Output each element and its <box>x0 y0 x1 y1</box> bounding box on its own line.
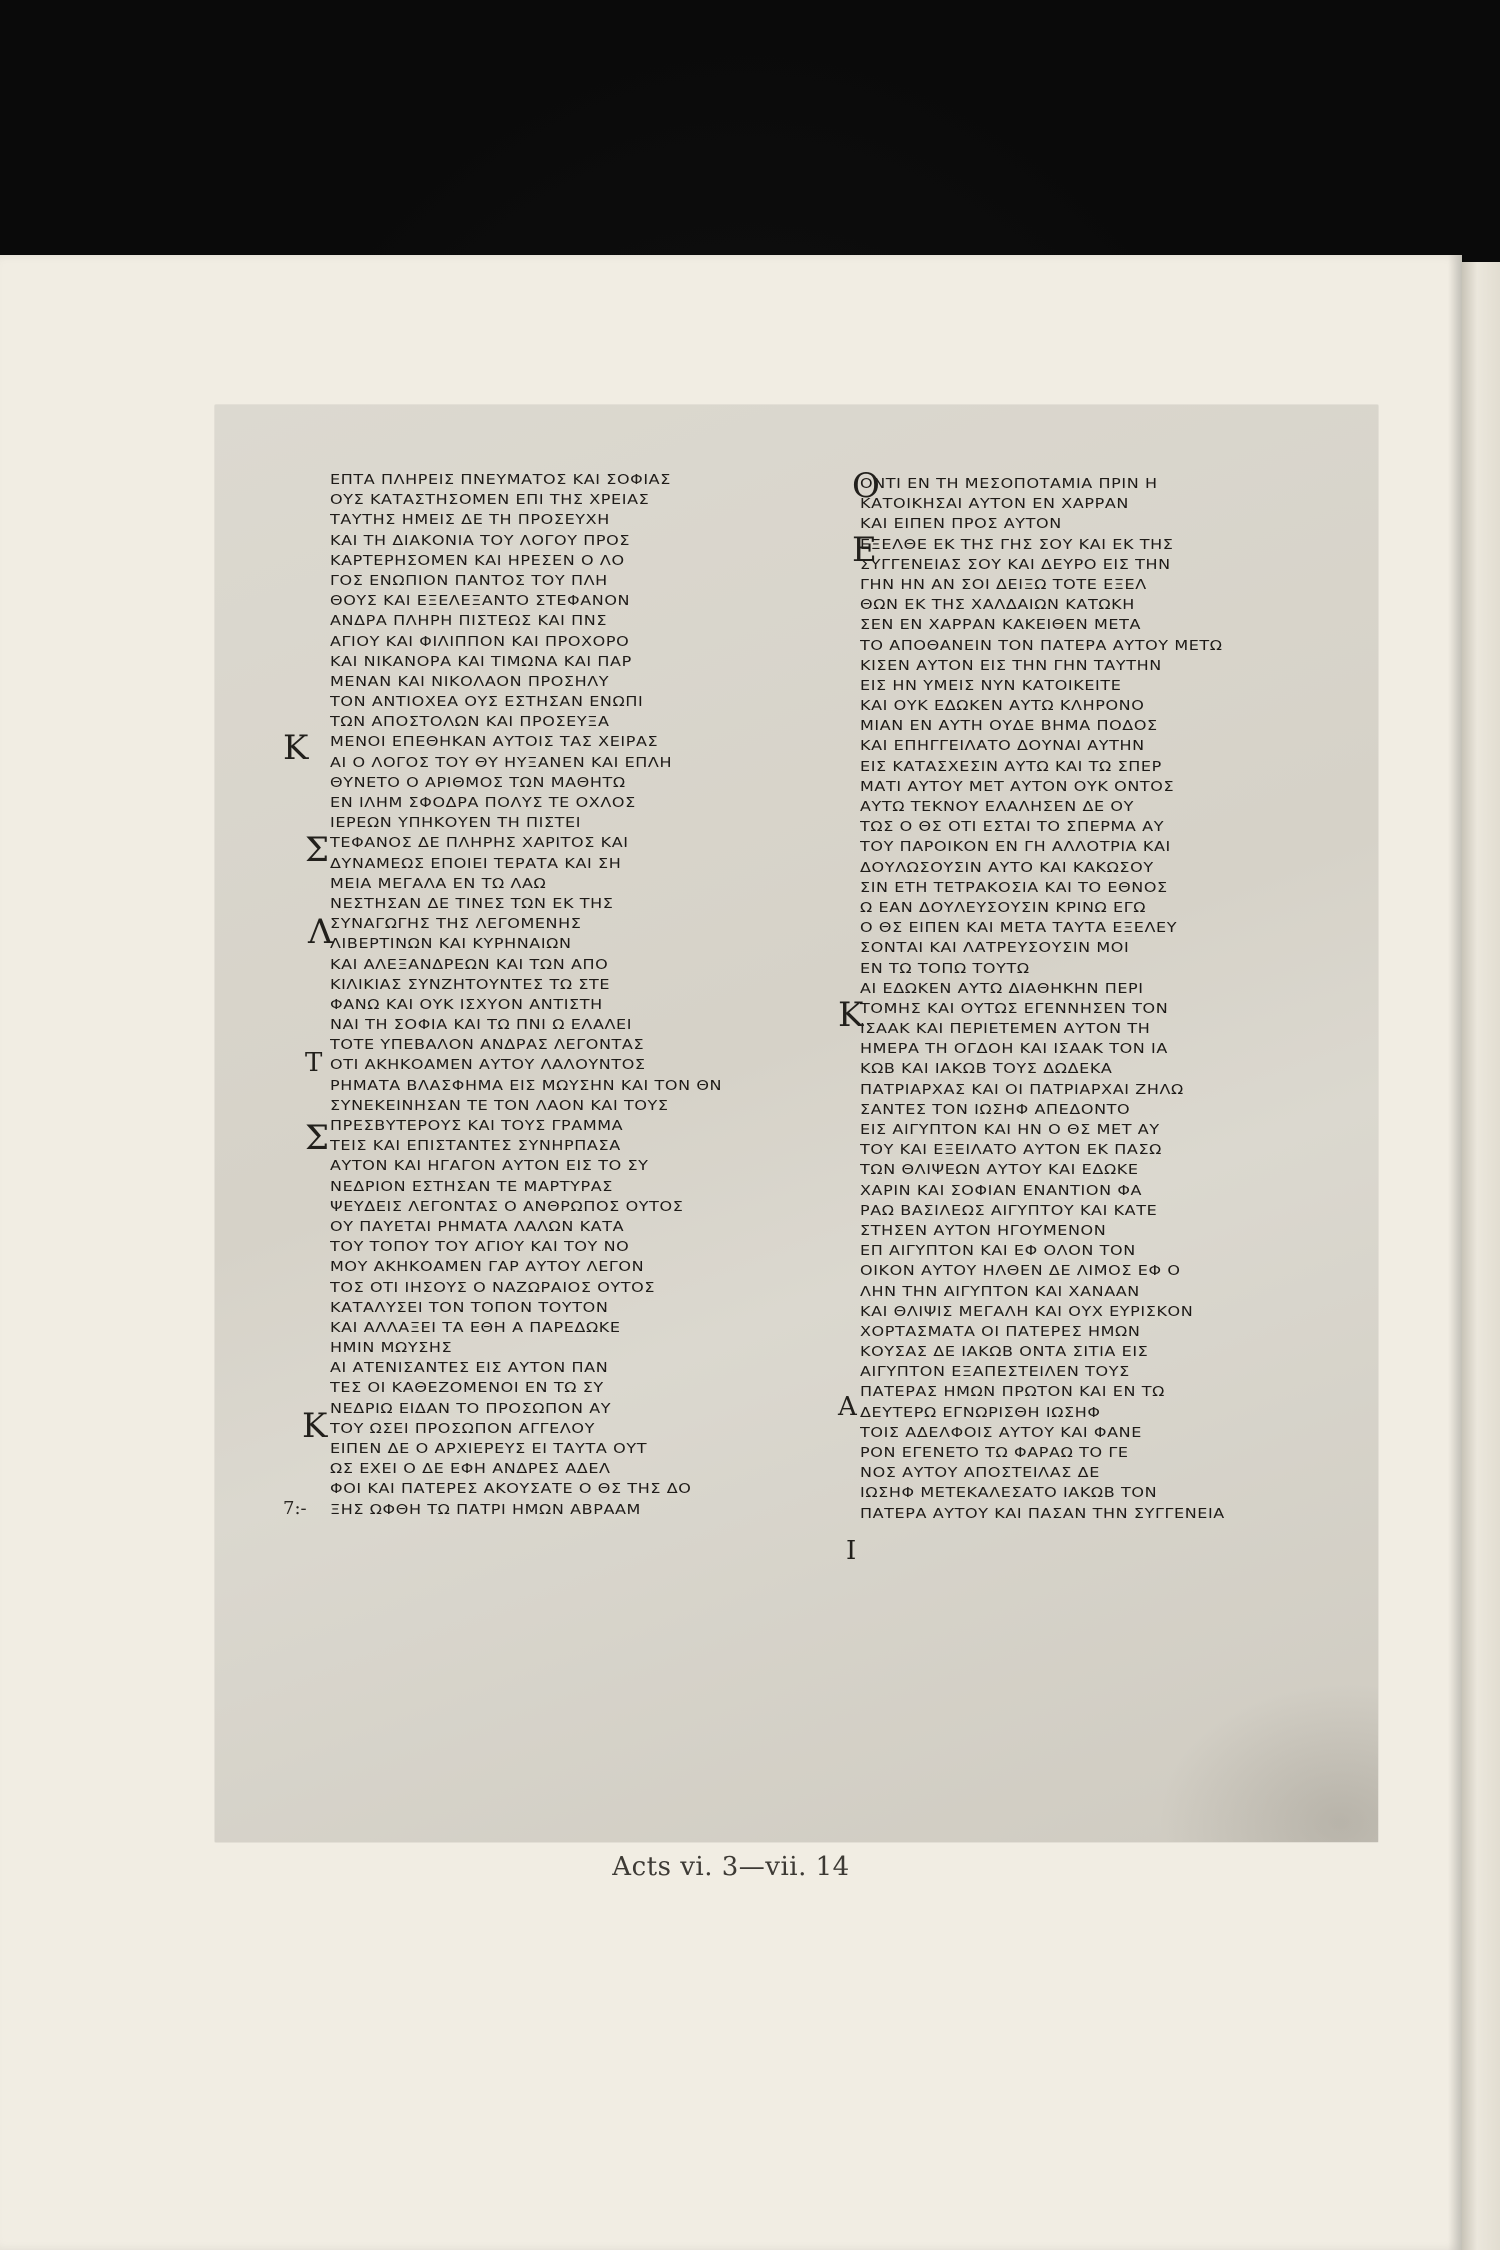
manuscript-line: ΤΟΝ ΑΝΤΙΟΧΕΑ ΟΥΣ ΕΣΤΗΣΑΝ ΕΝΩΠΙ <box>330 693 644 710</box>
manuscript-line: ΠΡΕΣΒΥΤΕΡΟΥΣ ΚΑΙ ΤΟΥΣ ΓΡΑΜΜΑ <box>330 1117 624 1134</box>
initial-kappa-3: Κ <box>838 995 864 1035</box>
manuscript-line: ΑΙΓΥΠΤΟΝ ΕΞΑΠΕΣΤΕΙΛΕΝ ΤΟΥΣ <box>860 1364 1130 1380</box>
manuscript-line: ΠΑΤΡΙΑΡΧΑΣ ΚΑΙ ΟΙ ΠΑΤΡΙΑΡΧΑΙ ΖΗΛΩ <box>860 1081 1184 1098</box>
manuscript-line: ΤΕΦΑΝΟΣ ΔΕ ΠΛΗΡΗΣ ΧΑΡΙΤΟΣ ΚΑΙ <box>330 835 629 851</box>
manuscript-line: ΕΙΣ ΚΑΤΑΣΧΕΣΙΝ ΑΥΤΩ ΚΑΙ ΤΩ ΣΠΕΡ <box>860 758 1162 775</box>
manuscript-line: ΕΙΠΕΝ ΔΕ Ο ΑΡΧΙΕΡΕΥΣ ΕΙ ΤΑΥΤΑ ΟΥΤ <box>330 1440 648 1457</box>
manuscript-line: ΚΑΙ ΟΥΚ ΕΔΩΚΕΝ ΑΥΤΩ ΚΛΗΡΟΝΟ <box>860 697 1145 714</box>
manuscript-line: ΚΑΙ ΑΛΕΞΑΝΔΡΕΩΝ ΚΑΙ ΤΩΝ ΑΠΟ <box>330 956 609 972</box>
manuscript-line: ΝΑΙ ΤΗ ΣΟΦΙΑ ΚΑΙ ΤΩ ΠΝΙ Ω ΕΛΑΛΕΙ <box>330 1016 633 1033</box>
manuscript-line: ΓΗΝ ΗΝ ΑΝ ΣΟΙ ΔΕΙΞΩ ΤΟΤΕ ΕΞΕΛ <box>860 576 1147 593</box>
manuscript-line: ΚΙΣΕΝ ΑΥΤΟΝ ΕΙΣ ΤΗΝ ΓΗΝ ΤΑΥΤΗΝ <box>860 657 1162 674</box>
manuscript-line: ΝΟΣ ΑΥΤΟΥ ΑΠΟΣΤΕΙΛΑΣ ΔΕ <box>860 1465 1100 1481</box>
manuscript-line: ΡΗΜΑΤΑ ΒΛΑΣΦΗΜΑ ΕΙΣ ΜΩΥΣΗΝ ΚΑΙ ΤΟΝ ΘΝ <box>330 1077 723 1094</box>
initial-omicron: Ο <box>852 466 880 506</box>
manuscript-line: ΦΑΝΩ ΚΑΙ ΟΥΚ ΙΣΧΥΟΝ ΑΝΤΙΣΤΗ <box>330 996 603 1013</box>
marginal-verse-note: 7:- <box>283 1498 307 1519</box>
manuscript-line: ΤΩΣ Ο ΘΣ ΟΤΙ ΕΣΤΑΙ ΤΟ ΣΠΕΡΜΑ ΑΥ <box>860 819 1165 835</box>
manuscript-line: ΣΕΝ ΕΝ ΧΑΡΡΑΝ ΚΑΚΕΙΘΕΝ ΜΕΤΑ <box>860 617 1141 633</box>
manuscript-line: ΤΟΤΕ ΥΠΕΒΑΛΟΝ ΑΝΔΡΑΣ ΛΕΓΟΝΤΑΣ <box>330 1037 645 1053</box>
manuscript-line: ΚΑΙ ΕΙΠΕΝ ΠΡΟΣ ΑΥΤΟΝ <box>860 516 1062 532</box>
manuscript-line: ΜΑΤΙ ΑΥΤΟΥ ΜΕΤ ΑΥΤΟΝ ΟΥΚ ΟΝΤΟΣ <box>860 778 1175 795</box>
manuscript-line: ΚΑΙ ΕΠΗΓΓΕΙΛΑΤΟ ΔΟΥΝΑΙ ΑΥΤΗΝ <box>860 738 1145 754</box>
manuscript-line: ΕΙΣ ΗΝ ΥΜΕΙΣ ΝΥΝ ΚΑΤΟΙΚΕΙΤΕ <box>860 677 1122 694</box>
manuscript-line: ΚΑΙ ΘΛΙΨΙΣ ΜΕΓΑΛΗ ΚΑΙ ΟΥΧ ΕΥΡΙΣΚΟΝ <box>860 1303 1194 1320</box>
manuscript-line: ΜΕΝΑΝ ΚΑΙ ΝΙΚΟΛΑΟΝ ΠΡΟΣΗΛΥ <box>330 673 610 690</box>
manuscript-line: ΑΓΙΟΥ ΚΑΙ ΦΙΛΙΠΠΟΝ ΚΑΙ ΠΡΟΧΟΡΟ <box>330 633 630 649</box>
manuscript-line: ΤΩΝ ΘΛΙΨΕΩΝ ΑΥΤΟΥ ΚΑΙ ΕΔΩΚΕ <box>860 1162 1139 1178</box>
manuscript-line: ΚΩΒ ΚΑΙ ΙΑΚΩΒ ΤΟΥΣ ΔΩΔΕΚΑ <box>860 1061 1113 1077</box>
manuscript-line: ΟΤΙ ΑΚΗΚΟΑΜΕΝ ΑΥΤΟΥ ΛΑΛΟΥΝΤΟΣ <box>330 1057 646 1073</box>
manuscript-line: ΟΥΣ ΚΑΤΑΣΤΗΣΟΜΕΝ ΕΠΙ ΤΗΣ ΧΡΕΙΑΣ <box>330 492 650 508</box>
manuscript-line: ΔΥΝΑΜΕΩΣ ΕΠΟΙΕΙ ΤΕΡΑΤΑ ΚΑΙ ΣΗ <box>330 855 622 871</box>
initial-sigma-2: Σ <box>305 1118 330 1158</box>
plate-stain <box>1158 1682 1378 1842</box>
manuscript-line: ΜΙΑΝ ΕΝ ΑΥΤΗ ΟΥΔΕ ΒΗΜΑ ΠΟΔΟΣ <box>860 718 1158 734</box>
manuscript-line: ΚΑΙ ΑΛΛΑΞΕΙ ΤΑ ΕΘΗ Α ΠΑΡΕΔΩΚΕ <box>330 1319 621 1336</box>
manuscript-right-column <box>860 474 1310 1524</box>
manuscript-line: ΤΟ ΑΠΟΘΑΝΕΙΝ ΤΟΝ ΠΑΤΕΡΑ ΑΥΤΟΥ ΜΕΤΩ <box>860 637 1223 653</box>
manuscript-line: ΠΑΤΕΡΑ ΑΥΤΟΥ ΚΑΙ ΠΑΣΑΝ ΤΗΝ ΣΥΓΓΕΝΕΙΑ <box>860 1505 1225 1521</box>
manuscript-line: ΣΥΝΑΓΩΓΗΣ ΤΗΣ ΛΕΓΟΜΕΝΗΣ <box>330 915 582 932</box>
manuscript-line: ΕΞΕΛΘΕ ΕΚ ΤΗΣ ΓΗΣ ΣΟΥ ΚΑΙ ΕΚ ΤΗΣ <box>860 536 1174 552</box>
manuscript-line: ΑΙ ΕΔΩΚΕΝ ΑΥΤΩ ΔΙΑΘΗΚΗΝ ΠΕΡΙ <box>860 980 1144 997</box>
manuscript-line: ΤΩΝ ΑΠΟΣΤΟΛΩΝ ΚΑΙ ΠΡΟΣΕΥΞΑ <box>330 714 610 730</box>
initial-tau: Τ <box>305 1048 323 1078</box>
manuscript-line: Ω ΕΑΝ ΔΟΥΛΕΥΣΟΥΣΙΝ ΚΡΙΝΩ ΕΓΩ <box>860 899 1147 916</box>
manuscript-line: ΘΟΥΣ ΚΑΙ ΕΞΕΛΕΞΑΝΤΟ ΣΤΕΦΑΝΟΝ <box>330 592 631 609</box>
manuscript-line: ΤΟΣ ΟΤΙ ΙΗΣΟΥΣ Ο ΝΑΖΩΡΑΙΟΣ ΟΥΤΟΣ <box>330 1279 656 1295</box>
manuscript-line: ΘΩΝ ΕΚ ΤΗΣ ΧΑΛΔΑΙΩΝ ΚΑΤΩΚΗ <box>860 596 1135 613</box>
manuscript-line: ΕΠ ΑΙΓΥΠΤΟΝ ΚΑΙ ΕΦ ΟΛΟΝ ΤΟΝ <box>860 1242 1136 1259</box>
manuscript-line: ΞΗΣ ΩΦΘΗ ΤΩ ΠΑΤΡΙ ΗΜΩΝ ΑΒΡΑΑΜ <box>330 1501 641 1517</box>
manuscript-line: ΚΙΛΙΚΙΑΣ ΣΥΝΖΗΤΟΥΝΤΕΣ ΤΩ ΣΤΕ <box>330 976 611 993</box>
manuscript-line: Ο ΘΣ ΕΙΠΕΝ ΚΑΙ ΜΕΤΑ ΤΑΥΤΑ ΕΞΕΛΕΥ <box>860 919 1178 936</box>
manuscript-line: ΙΕΡΕΩΝ ΥΠΗΚΟΥΕΝ ΤΗ ΠΙΣΤΕΙ <box>330 815 582 831</box>
manuscript-line: ΣΟΝΤΑΙ ΚΑΙ ΛΑΤΡΕΥΣΟΥΣΙΝ ΜΟΙ <box>860 940 1130 956</box>
manuscript-line: ΤΟΙΣ ΑΔΕΛΦΟΙΣ ΑΥΤΟΥ ΚΑΙ ΦΑΝΕ <box>860 1424 1142 1441</box>
initial-lambda: Λ <box>308 912 333 952</box>
next-page-edge <box>1462 262 1500 2250</box>
manuscript-line: ΛΙΒΕΡΤΙΝΩΝ ΚΑΙ ΚΥΡΗΝΑΙΩΝ <box>330 936 572 952</box>
manuscript-line: ΤΟΥ ΠΑΡΟΙΚΟΝ ΕΝ ΓΗ ΑΛΛΟΤΡΙΑ ΚΑΙ <box>860 839 1171 855</box>
manuscript-line: ΦΟΙ ΚΑΙ ΠΑΤΕΡΕΣ ΑΚΟΥΣΑΤΕ Ο ΘΣ ΤΗΣ ΔΟ <box>330 1481 692 1497</box>
manuscript-line: ΣΑΝΤΕΣ ΤΟΝ ΙΩΣΗΦ ΑΠΕΔΟΝΤΟ <box>860 1101 1131 1118</box>
manuscript-line: ΡΟΝ ΕΓΕΝΕΤΟ ΤΩ ΦΑΡΑΩ ΤΟ ΓΕ <box>860 1444 1129 1461</box>
manuscript-line: ΑΙ ΑΤΕΝΙΣΑΝΤΕΣ ΕΙΣ ΑΥΤΟΝ ΠΑΝ <box>330 1360 609 1376</box>
manuscript-line: ΕΠΤΑ ΠΛΗΡΕΙΣ ΠΝΕΥΜΑΤΟΣ ΚΑΙ ΣΟΦΙΑΣ <box>330 471 671 488</box>
manuscript-line: ΨΕΥΔΕΙΣ ΛΕΓΟΝΤΑΣ Ο ΑΝΘΡΩΠΟΣ ΟΥΤΟΣ <box>330 1198 684 1215</box>
manuscript-line: ΜΕΝΟΙ ΕΠΕΘΗΚΑΝ ΑΥΤΟΙΣ ΤΑΣ ΧΕΙΡΑΣ <box>330 734 659 750</box>
manuscript-line: ΤΑΥΤΗΣ ΗΜΕΙΣ ΔΕ ΤΗ ΠΡΟΣΕΥΧΗ <box>330 512 610 528</box>
manuscript-line: ΣΙΝ ΕΤΗ ΤΕΤΡΑΚΟΣΙΑ ΚΑΙ ΤΟ ΕΘΝΟΣ <box>860 879 1168 896</box>
manuscript-line: ΝΕΔΡΙΩ ΕΙΔΑΝ ΤΟ ΠΡΟΣΩΠΟΝ ΑΥ <box>330 1400 612 1417</box>
manuscript-line: ΟΝΤΙ ΕΝ ΤΗ ΜΕΣΟΠΟΤΑΜΙΑ ΠΡΙΝ Η <box>860 475 1158 492</box>
initial-sigma: Σ <box>305 830 330 870</box>
manuscript-line: ΧΑΡΙΝ ΚΑΙ ΣΟΦΙΑΝ ΕΝΑΝΤΙΟΝ ΦΑ <box>860 1182 1143 1198</box>
manuscript-line: ΤΟΥ ΤΟΠΟΥ ΤΟΥ ΑΓΙΟΥ ΚΑΙ ΤΟΥ ΝΟ <box>330 1238 630 1255</box>
manuscript-line: ΜΟΥ ΑΚΗΚΟΑΜΕΝ ΓΑΡ ΑΥΤΟΥ ΛΕΓΟΝ <box>330 1259 645 1275</box>
manuscript-line: ΑΥΤΟΝ ΚΑΙ ΗΓΑΓΟΝ ΑΥΤΟΝ ΕΙΣ ΤΟ ΣΥ <box>330 1158 649 1174</box>
manuscript-line: ΚΑΤΟΙΚΗΣΑΙ ΑΥΤΟΝ ΕΝ ΧΑΡΡΑΝ <box>860 496 1129 512</box>
manuscript-line: ΘΥΝΕΤΟ Ο ΑΡΙΘΜΟΣ ΤΩΝ ΜΑΘΗΤΩ <box>330 774 626 791</box>
manuscript-left-column <box>330 470 810 1520</box>
manuscript-line: ΚΑΤΑΛΥΣΕΙ ΤΟΝ ΤΟΠΟΝ ΤΟΥΤΟΝ <box>330 1299 609 1316</box>
manuscript-line: ΙΣΑΑΚ ΚΑΙ ΠΕΡΙΕΤΕΜΕΝ ΑΥΤΟΝ ΤΗ <box>860 1020 1151 1037</box>
manuscript-line: ΣΥΓΓΕΝΕΙΑΣ ΣΟΥ ΚΑΙ ΔΕΥΡΟ ΕΙΣ ΤΗΝ <box>860 556 1171 573</box>
manuscript-line: ΕΝ ΙΛΗΜ ΣΦΟΔΡΑ ΠΟΛΥΣ ΤΕ ΟΧΛΟΣ <box>330 794 636 811</box>
manuscript-line: ΚΟΥΣΑΣ ΔΕ ΙΑΚΩΒ ΟΝΤΑ ΣΙΤΙΑ ΕΙΣ <box>860 1343 1149 1360</box>
manuscript-line: ΕΙΣ ΑΙΓΥΠΤΟΝ ΚΑΙ ΗΝ Ο ΘΣ ΜΕΤ ΑΥ <box>860 1121 1160 1138</box>
manuscript-line: ΝΕΔΡΙΟΝ ΕΣΤΗΣΑΝ ΤΕ ΜΑΡΤΥΡΑΣ <box>330 1178 613 1194</box>
manuscript-line: ΩΣ ΕΧΕΙ Ο ΔΕ ΕΦΗ ΑΝΔΡΕΣ ΑΔΕΛ <box>330 1461 611 1477</box>
manuscript-line: ΣΤΗΣΕΝ ΑΥΤΟΝ ΗΓΟΥΜΕΝΟΝ <box>860 1222 1107 1239</box>
manuscript-line: ΗΜΕΡΑ ΤΗ ΟΓΔΟΗ ΚΑΙ ΙΣΑΑΚ ΤΟΝ ΙΑ <box>860 1041 1168 1057</box>
manuscript-line: ΔΕΥΤΕΡΩ ΕΓΝΩΡΙΣΘΗ ΙΩΣΗΦ <box>860 1404 1101 1421</box>
manuscript-line: ΑΙ Ο ΛΟΓΟΣ ΤΟΥ ΘΥ ΗΥΞΑΝΕΝ ΚΑΙ ΕΠΛΗ <box>330 754 673 771</box>
manuscript-line: ΓΟΣ ΕΝΩΠΙΟΝ ΠΑΝΤΟΣ ΤΟΥ ΠΛΗ <box>330 572 608 589</box>
initial-kappa-2: Κ <box>302 1406 328 1446</box>
initial-iota: Ι <box>846 1536 857 1566</box>
manuscript-line: ΣΥΝΕΚΕΙΝΗΣΑΝ ΤΕ ΤΟΝ ΛΑΟΝ ΚΑΙ ΤΟΥΣ <box>330 1097 669 1114</box>
manuscript-line: ΠΑΤΕΡΑΣ ΗΜΩΝ ΠΡΩΤΟΝ ΚΑΙ ΕΝ ΤΩ <box>860 1384 1165 1400</box>
manuscript-line: ΤΕΣ ΟΙ ΚΑΘΕΖΟΜΕΝΟΙ ΕΝ ΤΩ ΣΥ <box>330 1380 604 1396</box>
manuscript-line: ΔΟΥΛΩΣΟΥΣΙΝ ΑΥΤΟ ΚΑΙ ΚΑΚΩΣΟΥ <box>860 859 1154 875</box>
manuscript-line: ΑΝΔΡΑ ΠΛΗΡΗ ΠΙΣΤΕΩΣ ΚΑΙ ΠΝΣ <box>330 613 608 629</box>
manuscript-line: ΕΝ ΤΩ ΤΟΠΩ ΤΟΥΤΩ <box>860 960 1030 976</box>
manuscript-line: ΤΟΥ ΩΣΕΙ ΠΡΟΣΩΠΟΝ ΑΓΓΕΛΟΥ <box>330 1420 595 1437</box>
manuscript-line: ΜΕΙΑ ΜΕΓΑΛΑ ΕΝ ΤΩ ΛΑΩ <box>330 875 547 892</box>
manuscript-line: ΤΟΜΗΣ ΚΑΙ ΟΥΤΩΣ ΕΓΕΝΝΗΣΕΝ ΤΟΝ <box>860 1000 1169 1017</box>
manuscript-line: ΛΗΝ ΤΗΝ ΑΙΓΥΠΤΟΝ ΚΑΙ ΧΑΝΑΑΝ <box>860 1283 1140 1299</box>
manuscript-line: ΧΟΡΤΑΣΜΑΤΑ ΟΙ ΠΑΤΕΡΕΣ ΗΜΩΝ <box>860 1323 1141 1340</box>
manuscript-line: ΚΑΙ ΝΙΚΑΝΟΡΑ ΚΑΙ ΤΙΜΩΝΑ ΚΑΙ ΠΑΡ <box>330 653 632 670</box>
initial-epsilon: Ε <box>852 530 877 570</box>
manuscript-line: ΡΑΩ ΒΑΣΙΛΕΩΣ ΑΙΓΥΠΤΟΥ ΚΑΙ ΚΑΤΕ <box>860 1202 1158 1219</box>
plate-caption: Acts vi. 3—vii. 14 <box>612 1852 850 1882</box>
manuscript-line: ΟΙΚΟΝ ΑΥΤΟΥ ΗΛΘΕΝ ΔΕ ΛΙΜΟΣ ΕΦ Ο <box>860 1263 1181 1279</box>
manuscript-line: ΤΟΥ ΚΑΙ ΕΞΕΙΛΑΤΟ ΑΥΤΟΝ ΕΚ ΠΑΣΩ <box>860 1142 1162 1158</box>
initial-kappa: Κ <box>283 728 309 768</box>
manuscript-line: ΝΕΣΤΗΣΑΝ ΔΕ ΤΙΝΕΣ ΤΩΝ ΕΚ ΤΗΣ <box>330 895 614 912</box>
manuscript-line: ΟΥ ΠΑΥΕΤΑΙ ΡΗΜΑΤΑ ΛΑΛΩΝ ΚΑΤΑ <box>330 1218 625 1235</box>
manuscript-line: ΚΑΙ ΤΗ ΔΙΑΚΟΝΙΑ ΤΟΥ ΛΟΓΟΥ ΠΡΟΣ <box>330 532 631 548</box>
manuscript-line: ΗΜΙΝ ΜΩΥΣΗΣ <box>330 1339 453 1356</box>
manuscript-line: ΚΑΡΤΕΡΗΣΟΜΕΝ ΚΑΙ ΗΡΕΣΕΝ Ο ΛΟ <box>330 552 625 569</box>
manuscript-line: ΙΩΣΗΦ ΜΕΤΕΚΑΛΕΣΑΤΟ ΙΑΚΩΒ ΤΟΝ <box>860 1485 1158 1501</box>
initial-alpha: Α <box>838 1392 857 1422</box>
manuscript-line: ΑΥΤΩ ΤΕΚΝΟΥ ΕΛΑΛΗΣΕΝ ΔΕ ΟΥ <box>860 798 1134 815</box>
manuscript-line: ΤΕΙΣ ΚΑΙ ΕΠΙΣΤΑΝΤΕΣ ΣΥΝΗΡΠΑΣΑ <box>330 1138 621 1154</box>
